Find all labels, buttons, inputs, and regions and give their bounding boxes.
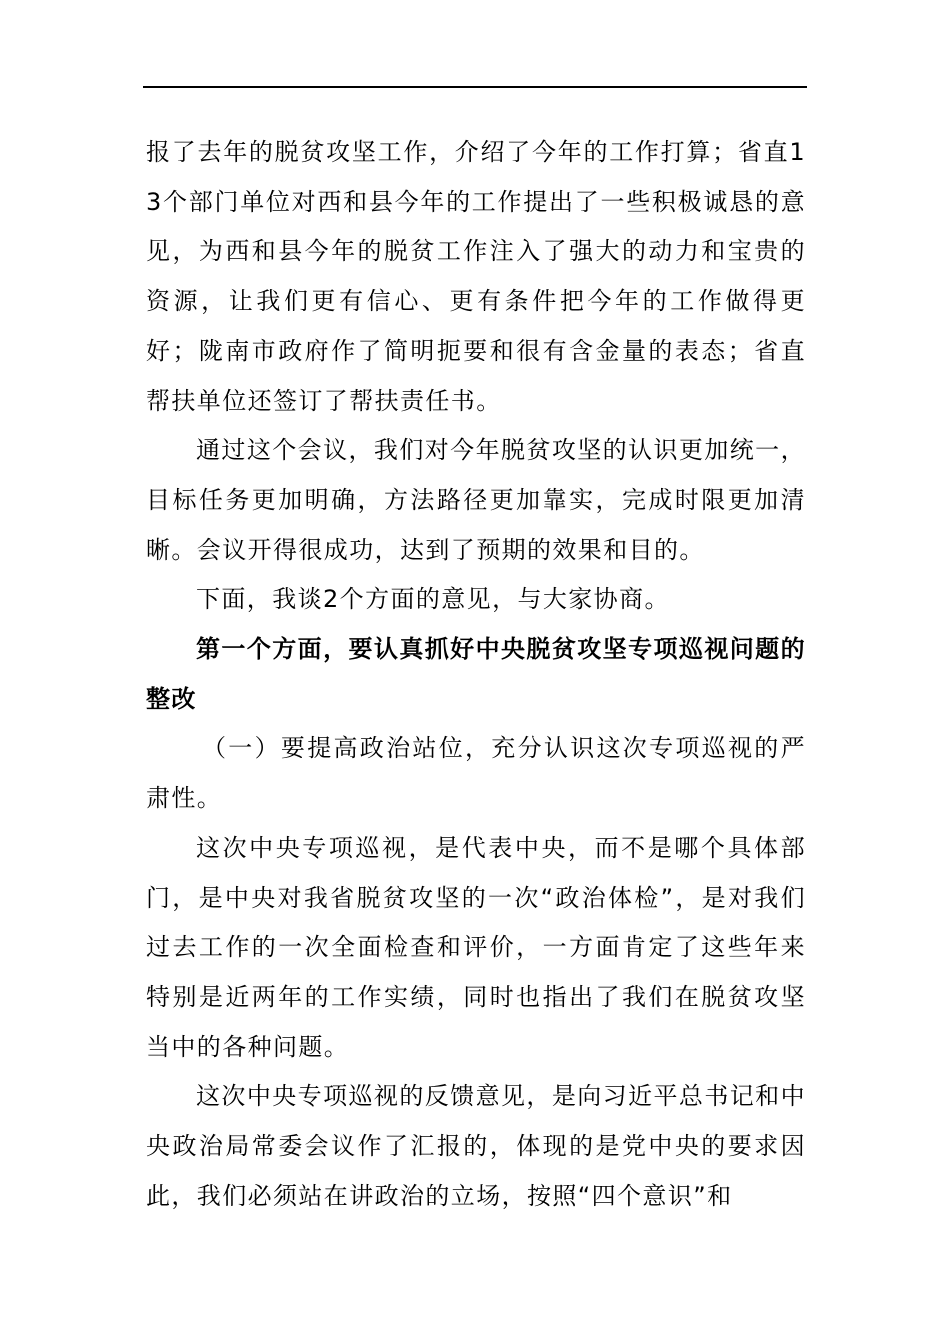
paragraph-feedback: 这次中央专项巡视的反馈意见，是向习近平总书记和中央政治局常委会议作了汇报的，体现的是党中央的要求因此，我们必须站在讲政治的立场，按照“四个意识”和	[146, 1082, 806, 1210]
paragraph-intro: 下面，我谈2个方面的意见，与大家协商。	[196, 585, 670, 614]
subsection-heading: （一）要提高政治站位，充分认识这次专项巡视的严肃性。	[146, 734, 806, 813]
document-body	[146, 128, 806, 1221]
paragraph-meeting-summary: 通过这个会议，我们对今年脱贫攻坚的认识更加统一，目标任务更加明确，方法路径更加靠实，完成时限更加清晰。会议开得很成功，达到了预期的效果和目的。	[146, 436, 806, 564]
paragraph-continuation: 报了去年的脱贫攻坚工作，介绍了今年的工作打算；省直13个部门单位对西和县今年的工作提出了一些积极诚恳的意见，为西和县今年的脱贫工作注入了强大的动力和宝贵的资源，让我们更有信心、更有条件把今年的工作做得更好；陇南市政府作了简明扼要和很有含金量的表态；省直帮扶单位还签订了帮扶责任书。	[146, 138, 806, 415]
paragraph-inspection: 这次中央专项巡视，是代表中央，而不是哪个具体部门，是中央对我省脱贫攻坚的一次“政治体检”，是对我们过去工作的一次全面检查和评价，一方面肯定了这些年来特别是近两年的工作实绩，同时也指出了我们在脱贫攻坚当中的各种问题。	[146, 833, 806, 1061]
section-heading: 第一个方面，要认真抓好中央脱贫攻坚专项巡视问题的整改	[146, 635, 806, 713]
header-rule	[143, 86, 807, 88]
